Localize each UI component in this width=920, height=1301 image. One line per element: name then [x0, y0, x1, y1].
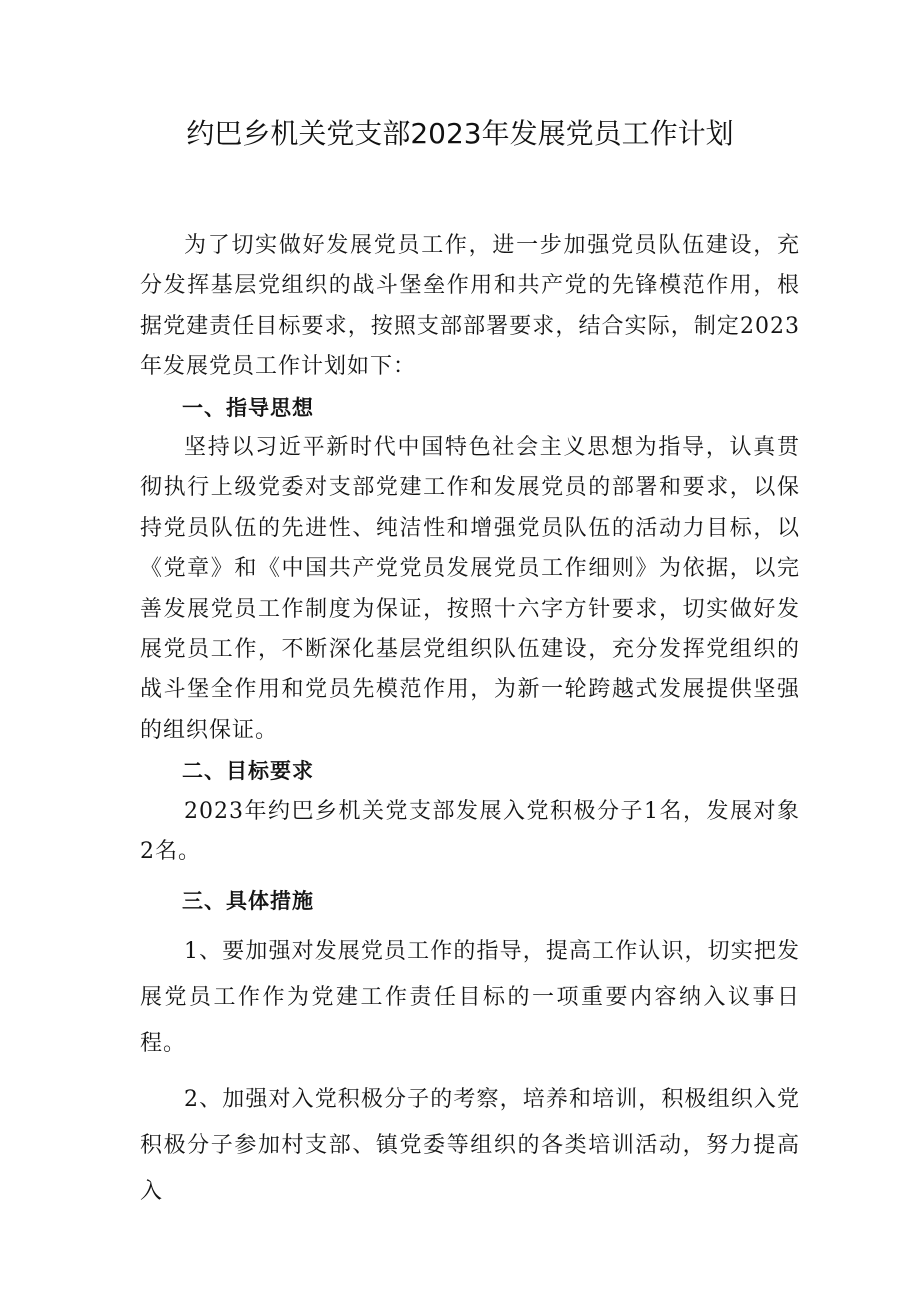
intro-paragraph: 为了切实做好发展党员工作，进一步加强党员队伍建设，充分发挥基层党组织的战斗堡垒作用和共产党的先锋模范作用，根据党建责任目标要求，按照支部部署要求，结合实际，制定2023年发展党员工作计划如下：	[140, 233, 800, 380]
section-heading-guiding-ideology: 一、指导思想	[182, 395, 314, 420]
measure-item-2: 2、加强对入党积极分子的考察，培养和培训，积极组织入党积极分子参加村支部、镇党委等组织的各类培训活动，努力提高入	[140, 1086, 800, 1204]
guiding-ideology-paragraph: 坚持以习近平新时代中国特色社会主义思想为指导，认真贯彻执行上级党委对支部党建工作和发展党员的部署和要求，以保持党员队伍的先进性、纯洁性和增强党员队伍的活动力目标，以《党章》和《中国共产党党员发展党员工作细则》为依据，以完善发展党员工作制度为保证，按照十六字方针要求，切实做好发展党员工作，不断深化基层党组织队伍建设，充分发挥党组织的战斗堡全作用和党员先模范作用，为新一轮跨越式发展提供坚强的组织保证。	[140, 435, 800, 743]
section-heading-goals: 二、目标要求	[182, 759, 314, 784]
measure-item-1: 1、要加强对发展党员工作的指导，提高工作认识，切实把发展党员工作作为党建工作责任目标的一项重要内容纳入议事日程。	[140, 938, 800, 1056]
document-body	[140, 226, 800, 1215]
document-title: 约巴乡机关党支部2023年发展党员工作计划	[186, 117, 734, 150]
goals-paragraph: 2023年约巴乡机关党支部发展入党积极分子1名，发展对象2名。	[140, 798, 800, 865]
section-heading-measures: 三、具体措施	[182, 888, 314, 913]
